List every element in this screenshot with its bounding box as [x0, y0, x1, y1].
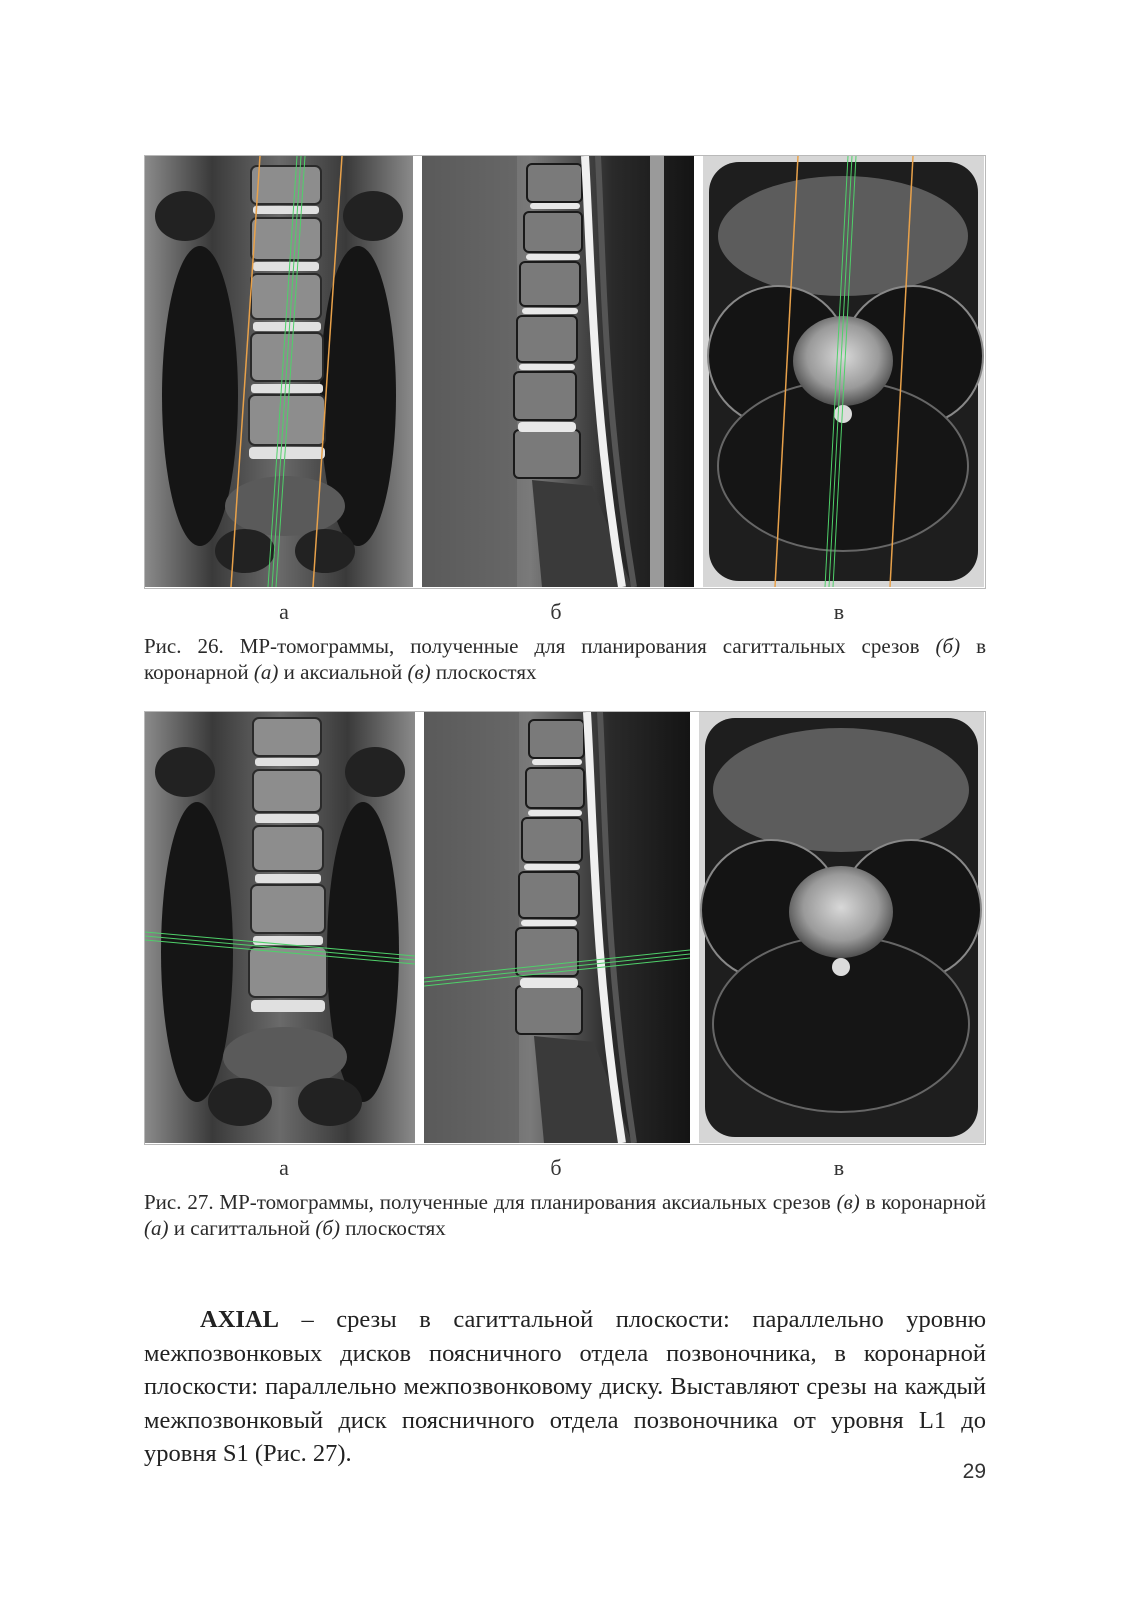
figure-caption: Рис. 27. МР-томограммы, полученные для планирования аксиальных срезов (в) в коронарной (а) и сагиттальной (б) плоскостях	[144, 1190, 986, 1240]
panel-label-c: в	[833, 1155, 845, 1180]
body-paragraph	[144, 1303, 986, 1471]
page-number: 29	[962, 1460, 986, 1483]
mri-sagittal-panel	[424, 712, 690, 1143]
panel-label-c: в	[833, 599, 845, 624]
panel-label-b: б	[550, 1155, 562, 1180]
mri-axial-panel	[699, 712, 984, 1143]
mri-axial-panel	[703, 156, 984, 587]
mri-coronal-panel	[145, 712, 415, 1143]
panel-label-a: а	[279, 1155, 289, 1180]
panel-labels	[144, 1145, 986, 1185]
figure-caption: Рис. 26. МР-томограммы, полученные для планирования сагиттальных срезов (б) в коронарной (а) и аксиальной (в) плоскостях	[144, 634, 986, 684]
panel-label-b: б	[550, 599, 562, 624]
mri-coronal-panel	[145, 156, 413, 587]
mri-image-strip	[144, 711, 986, 1145]
panel-label-a: а	[279, 599, 289, 624]
mri-sagittal-panel	[422, 156, 694, 587]
term-axial: AXIAL	[200, 1306, 279, 1333]
panel-labels	[144, 589, 986, 629]
mri-image-strip	[144, 155, 986, 589]
figure-27	[144, 711, 986, 1241]
figure-26	[144, 155, 986, 685]
paragraph-text: – срезы в сагиттальной плоскости: параллельно уровню межпозвонковых дисков поясничного отдела позвоночника, в коронарной плоскости: параллельно межпозвонковому диску. Выставляют срезы на каждый межпозвонковый диск поясничного отдела позвоночника от уровня L1 до уровня S1 (Рис. 27).	[144, 1306, 986, 1467]
